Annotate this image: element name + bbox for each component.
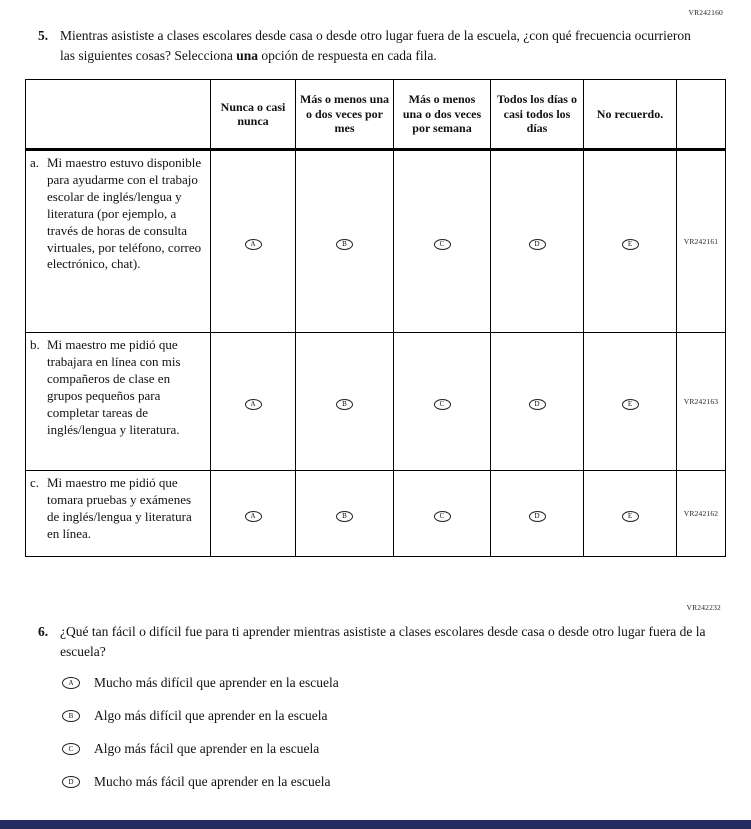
form-code-mid: VR242232: [686, 603, 721, 613]
answer-bubble[interactable]: C: [62, 743, 80, 755]
q6-option-b: [62, 708, 751, 724]
row-c-code: VR242162: [677, 471, 726, 557]
q6-option-a-label: Mucho más difícil que aprender en la escuela: [94, 675, 339, 691]
answer-bubble[interactable]: E: [622, 239, 639, 250]
header-every-day: Todos los días o casi todos los días: [491, 80, 584, 150]
question-5-text-after: opción de respuesta en cada fila.: [261, 47, 437, 63]
header-blank-code: [677, 80, 726, 150]
row-c-cell-2: [296, 471, 394, 557]
answer-bubble[interactable]: B: [336, 511, 353, 522]
q6-option-d-label: Mucho más fácil que aprender en la escuela: [94, 774, 331, 790]
answer-bubble[interactable]: D: [529, 239, 546, 250]
q6-option-c-label: Algo más fácil que aprender en la escuela: [94, 741, 320, 757]
header-once-twice-month: Más o menos una o dos veces por mes: [296, 80, 394, 150]
row-b-cell-2: [296, 333, 394, 471]
answer-bubble[interactable]: C: [434, 511, 451, 522]
row-b-stem: [26, 333, 211, 471]
row-b-label: Mi maestro me pidió que trabajara en línea con mis compañeros de clase en grupos pequeños para completar tareas de inglés/lengua y literatura.: [47, 337, 181, 437]
row-b-code: VR242163: [677, 333, 726, 471]
row-b-letter: b.: [30, 337, 40, 353]
question-5-text-bold: una: [236, 47, 258, 63]
row-b-cell-1: [211, 333, 296, 471]
row-a-cell-3: [394, 150, 491, 333]
question-5: [38, 26, 709, 65]
table-header-row: [26, 80, 726, 150]
row-a-letter: a.: [30, 155, 40, 171]
row-b-cell-5: [584, 333, 677, 471]
answer-bubble[interactable]: C: [434, 399, 451, 410]
q6-option-b-label: Algo más difícil que aprender en la escuela: [94, 708, 328, 724]
answer-bubble[interactable]: A: [62, 677, 80, 689]
answer-bubble[interactable]: B: [336, 399, 353, 410]
answer-bubble[interactable]: D: [529, 511, 546, 522]
row-c-cell-4: [491, 471, 584, 557]
answer-bubble[interactable]: C: [434, 239, 451, 250]
answer-bubble[interactable]: A: [245, 511, 262, 522]
row-c-label: Mi maestro me pidió que tomara pruebas y exámenes de inglés/lengua y literatura en línea.: [47, 475, 192, 541]
header-once-twice-week: Más o menos una o dos veces por semana: [394, 80, 491, 150]
answer-bubble[interactable]: B: [336, 239, 353, 250]
row-c-cell-5: [584, 471, 677, 557]
row-a-label: Mi maestro estuvo disponible para ayudarme con el trabajo escolar de inglés/lengua y literatura (por ejemplo, a través de horas de consulta virtuales, por teléfono, correo electrónico, chat).: [47, 155, 202, 272]
header-blank-stem: [26, 80, 211, 150]
question-6-number: 6.: [38, 624, 49, 640]
table-row-c: [26, 471, 726, 557]
row-a-code: VR242161: [677, 150, 726, 333]
q6-option-c: [62, 741, 751, 757]
row-c-cell-1: [211, 471, 296, 557]
question-5-text-before: Mientras asististe a clases escolares desde casa o desde otro lugar fuera de la escuela, ¿con qué frecuencia ocurrieron las siguientes cosas? Selecciona: [60, 28, 691, 63]
question-6-options: [62, 675, 751, 790]
row-c-cell-3: [394, 471, 491, 557]
row-a-cell-5: [584, 150, 677, 333]
answer-bubble[interactable]: E: [622, 399, 639, 410]
header-no-recall: No recuerdo.: [584, 80, 677, 150]
answer-bubble[interactable]: B: [62, 710, 80, 722]
row-a-cell-4: [491, 150, 584, 333]
row-b-cell-4: [491, 333, 584, 471]
question-5-text: [60, 26, 708, 65]
q6-option-d: [62, 774, 751, 790]
answer-bubble[interactable]: E: [622, 511, 639, 522]
q6-option-a: [62, 675, 751, 691]
answer-bubble[interactable]: A: [245, 239, 262, 250]
answer-bubble[interactable]: D: [529, 399, 546, 410]
question-6-text: ¿Qué tan fácil o difícil fue para ti aprender mientras asististe a clases escolares desde casa o desde otro lugar fuera de la escuela?: [60, 624, 706, 659]
table-row-a: [26, 150, 726, 333]
header-never: Nunca o casi nunca: [211, 80, 296, 150]
question-6: [38, 622, 709, 661]
row-c-letter: c.: [30, 475, 40, 491]
row-a-cell-2: [296, 150, 394, 333]
page-footer-bar: [0, 820, 751, 829]
form-code-top: VR242160: [688, 8, 723, 17]
row-b-cell-3: [394, 333, 491, 471]
row-c-stem: [26, 471, 211, 557]
answer-bubble[interactable]: A: [245, 399, 262, 410]
question-5-number: 5.: [38, 28, 49, 43]
answer-bubble[interactable]: D: [62, 776, 80, 788]
row-a-cell-1: [211, 150, 296, 333]
table-row-b: [26, 333, 726, 471]
row-a-stem: [26, 150, 211, 333]
question-5-table: [25, 79, 726, 557]
